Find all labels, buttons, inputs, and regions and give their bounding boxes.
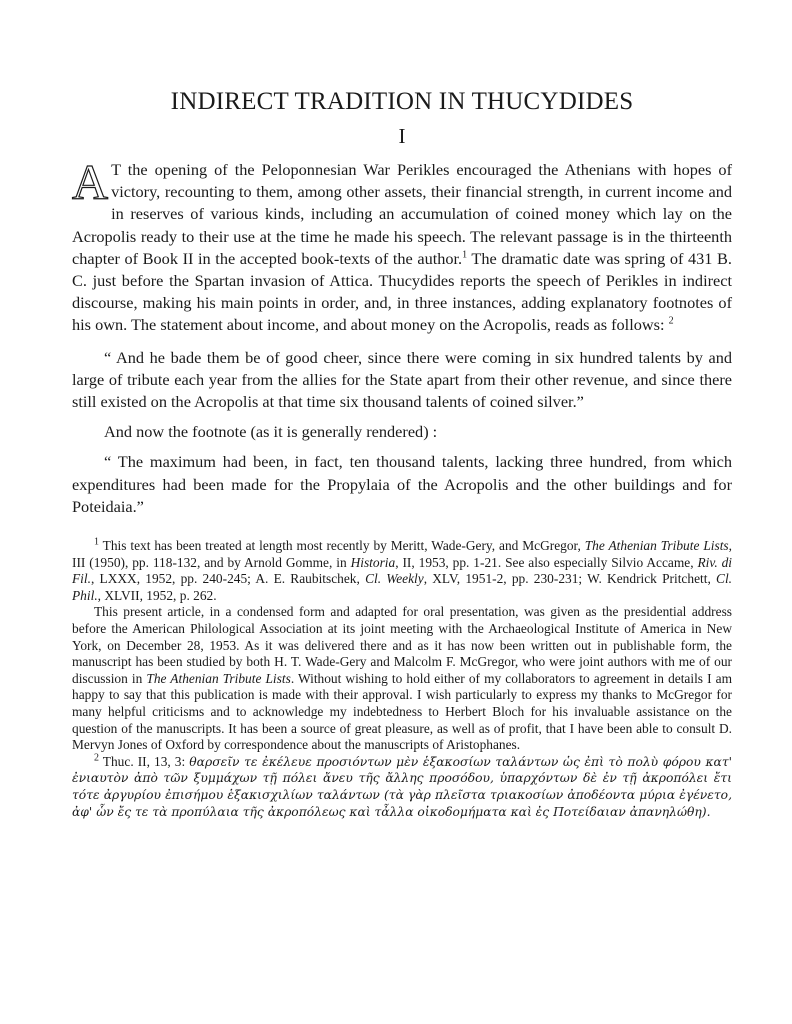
opening-paragraph — [72, 154, 732, 337]
citation-title: Cl. Phil. — [72, 571, 733, 603]
citation-title: The Athenian Tribute Lists — [146, 670, 291, 686]
footnote-text: This text has been treated at length most recently by Meritt, Wade-Gery, and McGregor, — [99, 538, 585, 554]
footnote-text: , LXXX, 1952, pp. 240-245; A. E. Raubitschek, — [90, 571, 366, 587]
footnote-text: , XLVII, 1952, p. 262. — [97, 587, 217, 603]
document-page — [72, 88, 732, 820]
footnote-marker-2: 2 — [94, 752, 99, 764]
footnote-text: . Without wishing to hold either of my collaborators to agreement in details I am happy to say that this publication is made with their approval. I wish particularly to express my thanks to McGregor for many helpful criticisms and to acknowledge my indebtedness to Herbert Bloch for his invaluable assistance on the question of the manuscripts. It has been a source of great pleasure, as well as of profit, that I have been able to consult D. Mervyn Jones of Oxford by correspondence about the manuscripts of Aristophanes. — [72, 670, 732, 753]
footnote-text: This present article, in a condensed form and adapted for oral presentation, was given as the presidential address before the American Philological Association at its joint meeting with the Archaeological Institute of America in New York, on December 28, 1953. As it was delivered there and as it has now been written out in publishable form, the manuscript has been studied by both H. T. Wade-Gery and Malcolm F. McGregor, who were joint authors with me of our discussion in — [72, 604, 732, 686]
transition-line: And now the footnote (as it is generally rendered) : — [104, 422, 438, 442]
paragraph-text: T the opening of the Peloponnesian War Perikles encouraged the Athenians with hopes of victory, recounting to them, among other assets, their financial strength, in current income and in reserves of various kinds, including an accumulation of coined money which lay on the Acropolis ready to their use at the time he made his speech. The relevant passage is in the thirteenth chapter of Book II in the accepted book-texts of the author. — [72, 160, 732, 268]
footnote-ref-2[interactable]: 2 — [668, 316, 674, 327]
greek-quotation: θαρσεῖν τε ἐκέλευε προσιόντων μὲν ἑξακοσίων ταλάντων ὡς ἐπὶ τὸ πολὺ φόρου κατ' ἐνιαυτὸν ἀπὸ τῶν ξυμμάχων τῇ πόλει ἄνευ τῆς ἄλλης προσόδου, ὑπαρχόντων δὲ ἐν τῇ ἀκροπόλει ἔτι τότε ἀργυρίου ἐπισήμου ἑξακισχιλίων ταλάντων (τὰ γὰρ πλεῖστα τριακοσίων ἀποδέοντα μύρια ἐγένετο, ἀφ' ὧν ἔς τε τὰ προπύλαια τῆς ἀκροπόλεως καὶ τἆλλα οἰκοδομήματα καὶ ἐς Ποτείδαιαν ἀπανηλώθη). — [72, 754, 733, 819]
drop-cap: A — [72, 154, 109, 210]
quotation-speech: “ And he bade them be of good cheer, since there were coming in six hundred talents by and large of tribute each year from the allies for the State apart from their other revenue, and since there still existed on the Acropolis at that time six thousand talents of coined silver.” — [72, 347, 732, 412]
footnote-1 — [72, 538, 732, 604]
footnote-text: , III (1950), pp. 118-132, and by Arnold Gomme, in — [72, 538, 732, 570]
footnote-text: , II, 1953, pp. 1-21. See also especially Silvio Accame, — [395, 554, 698, 570]
page-title: INDIRECT TRADITION IN THUCYDIDES — [170, 88, 634, 115]
citation-title: Riv. di Fil. — [72, 554, 732, 587]
footnotes — [72, 538, 732, 820]
section-number: I — [398, 124, 406, 148]
footnote-2 — [72, 754, 732, 820]
footnote-marker-1: 1 — [94, 536, 99, 548]
quotation-footnote: “ The maximum had been, in fact, ten thousand talents, lacking three hundred, from which expenditures had been made for the Propylaia of the Acropolis and the other buildings and for Poteidaia.” — [72, 452, 732, 516]
citation-title: Cl. Weekly — [365, 571, 424, 587]
footnote-ref-1[interactable]: 1 — [462, 249, 468, 261]
footnote-1-continued — [72, 604, 732, 753]
footnote-citation: Thuc. II, 13, 3: — [99, 753, 190, 769]
footnote-text: , XLV, 1951-2, pp. 230-231; W. Kendrick Pritchett, — [423, 571, 717, 587]
paragraph-text-cont: The dramatic date was spring of 431 B. C. just before the Spartan invasion of Attica. Thucydides reports the speech of Perikles in indirect discourse, making his main points in order, and, in three instances, adding explanatory footnotes of his own. The statement about income, and about money on the Acropolis, reads as follows: — [72, 248, 732, 335]
citation-title: Historia — [350, 554, 396, 570]
citation-title: The Athenian Tribute Lists — [584, 538, 729, 554]
